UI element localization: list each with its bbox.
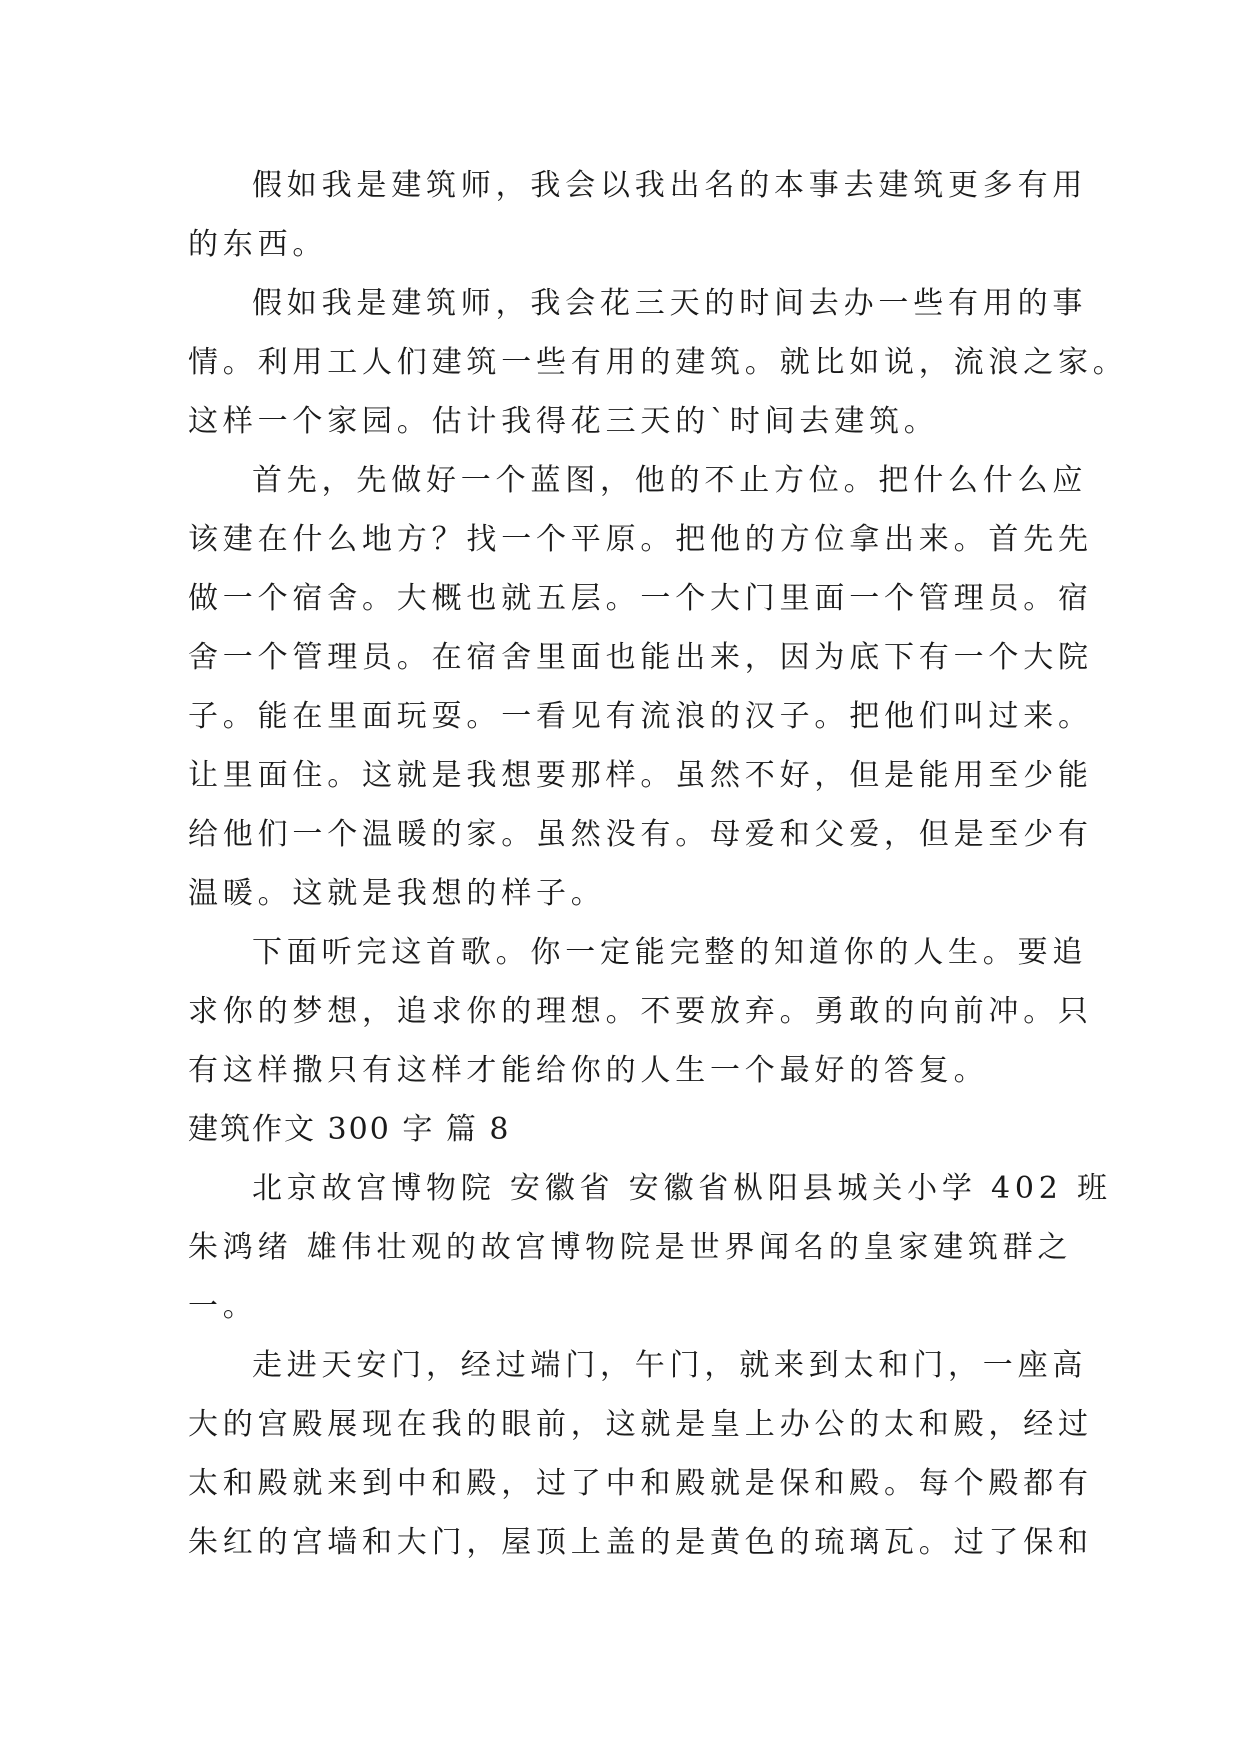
paragraph-line: 让里面住。这就是我想要那样。虽然不好，但是能用至少能 <box>188 758 1093 793</box>
paragraph-line: 该建在什么地方？找一个平原。把他的方位拿出来。首先先 <box>188 522 1093 557</box>
paragraph-line: 求你的梦想，追求你的理想。不要放弃。勇敢的向前冲。只 <box>188 994 1093 1029</box>
paragraph-line: 情。利用工人们建筑一些有用的建筑。就比如说，流浪之家。 <box>188 345 1128 380</box>
paragraph-line: 朱红的宫墙和大门，屋顶上盖的是黄色的琉璃瓦。过了保和 <box>188 1525 1093 1560</box>
paragraph-line: 一。 <box>188 1289 258 1324</box>
paragraph-line: 的东西。 <box>188 227 328 262</box>
paragraph-line: 给他们一个温暖的家。虽然没有。母爱和父爱，但是至少有 <box>188 817 1093 852</box>
paragraph-line: 北京故宫博物院 安徽省 安徽省枞阳县城关小学 402 班 <box>252 1171 1112 1206</box>
paragraph-line: 这样一个家园。估计我得花三天的`时间去建筑。 <box>188 404 939 439</box>
paragraph-line: 温暖。这就是我想的样子。 <box>188 876 606 911</box>
paragraph-line: 有这样撒只有这样才能给你的人生一个最好的答复。 <box>188 1053 989 1088</box>
section-heading: 建筑作文 300 字 篇 8 <box>188 1112 511 1147</box>
paragraph-line: 假如我是建筑师，我会花三天的时间去办一些有用的事 <box>252 286 1088 321</box>
paragraph-line: 下面听完这首歌。你一定能完整的知道你的人生。要追 <box>252 935 1088 970</box>
paragraph-line: 假如我是建筑师，我会以我出名的本事去建筑更多有用 <box>252 168 1088 203</box>
paragraph-line: 大的宫殿展现在我的眼前，这就是皇上办公的太和殿，经过 <box>188 1407 1093 1442</box>
paragraph-line: 太和殿就来到中和殿，过了中和殿就是保和殿。每个殿都有 <box>188 1466 1093 1501</box>
paragraph-line: 首先，先做好一个蓝图，他的不止方位。把什么什么应 <box>252 463 1088 498</box>
paragraph-line: 走进天安门，经过端门，午门，就来到太和门，一座高 <box>252 1348 1088 1383</box>
paragraph-line: 做一个宿舍。大概也就五层。一个大门里面一个管理员。宿 <box>188 581 1093 616</box>
paragraph-line: 朱鸿绪 雄伟壮观的故宫博物院是世界闻名的皇家建筑群之 <box>188 1230 1073 1265</box>
document-body <box>188 156 1128 1572</box>
paragraph-line: 子。能在里面玩耍。一看见有流浪的汉子。把他们叫过来。 <box>188 699 1093 734</box>
paragraph-line: 舍一个管理员。在宿舍里面也能出来，因为底下有一个大院 <box>188 640 1093 675</box>
